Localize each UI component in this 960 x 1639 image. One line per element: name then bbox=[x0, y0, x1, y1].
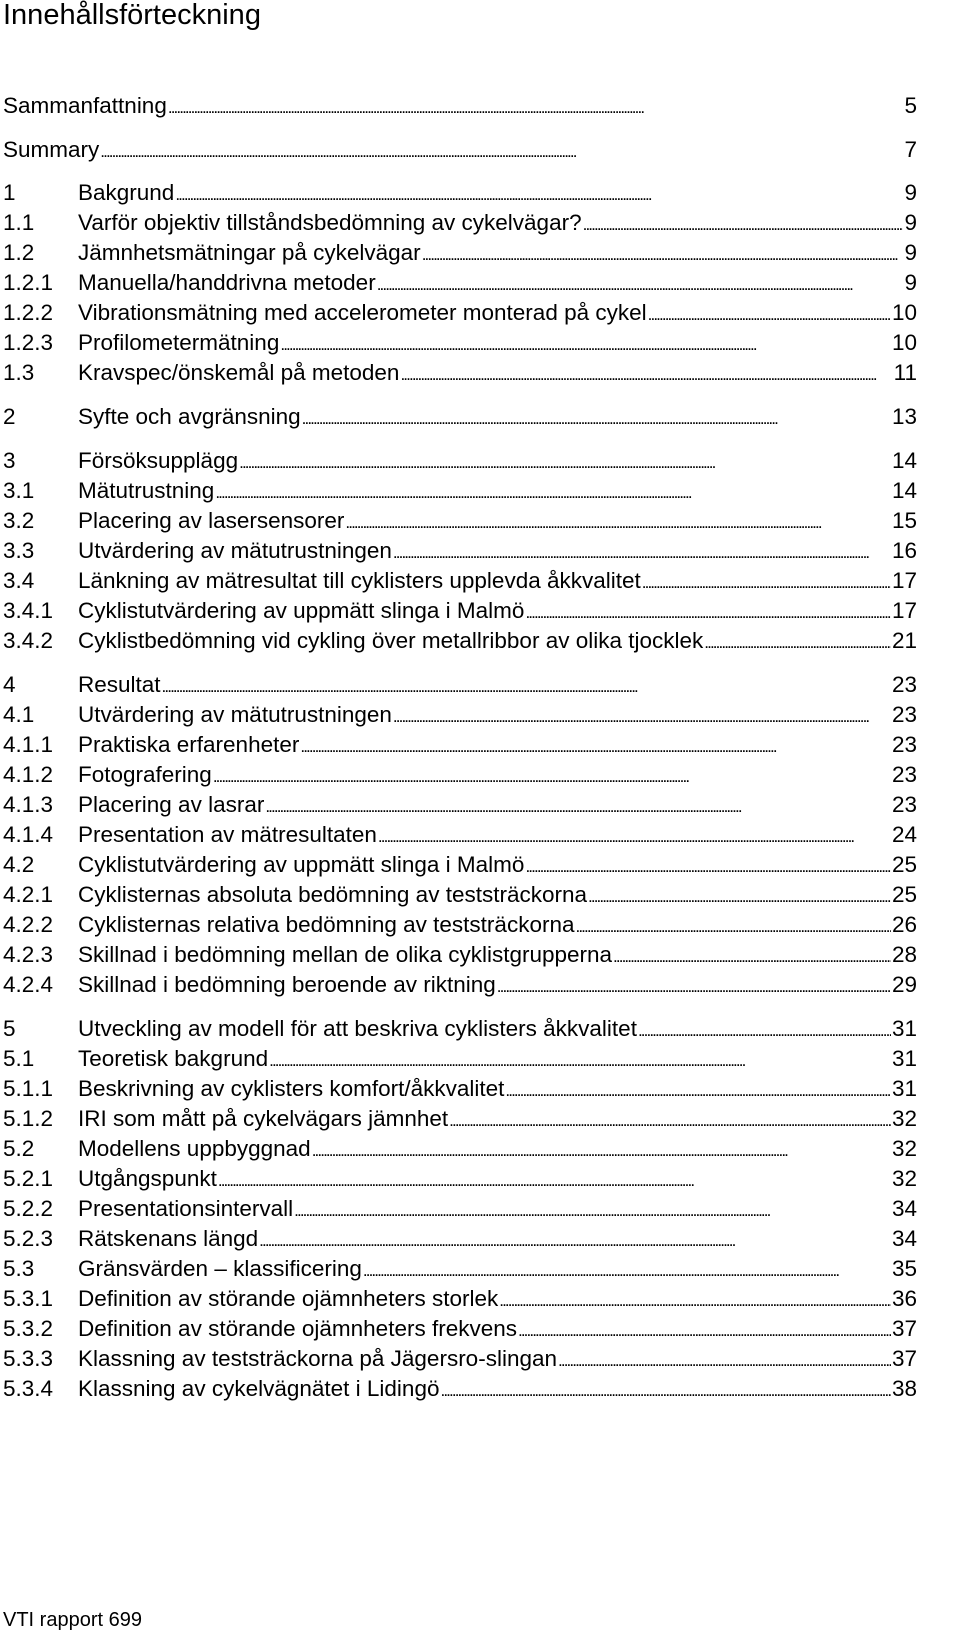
toc-entry-number: 4.2.2 bbox=[3, 912, 54, 937]
toc-entry[interactable] bbox=[3, 820, 917, 850]
toc-entry-number: 5.1.2 bbox=[3, 1106, 54, 1131]
toc-entry-page: 9 bbox=[904, 270, 917, 295]
toc-entry-title: Cyklisternas relativa bedömning av teststräckorna bbox=[78, 912, 575, 937]
toc-entry-number: 5.3.4 bbox=[3, 1376, 54, 1401]
toc-entry-page: 14 bbox=[891, 478, 917, 503]
toc-entry-page: 37 bbox=[891, 1316, 917, 1341]
toc-entry-title: Skillnad i bedömning mellan de olika cyklistgrupperna bbox=[78, 942, 613, 967]
toc-entry[interactable] bbox=[3, 1074, 917, 1104]
toc-entry-number: 4.1.4 bbox=[3, 822, 54, 847]
toc-entry-title: Bakgrund bbox=[78, 180, 175, 205]
toc-entry-title: Sammanfattning bbox=[3, 93, 167, 118]
toc-entry[interactable] bbox=[3, 626, 917, 656]
toc-entry[interactable] bbox=[3, 1014, 917, 1044]
toc-dot-leader bbox=[449, 1104, 891, 1136]
toc-entry-title: Skillnad i bedömning beroende av riktning bbox=[78, 972, 496, 997]
toc-entry-page: 32 bbox=[891, 1106, 917, 1131]
toc-entry-number: 5.3 bbox=[3, 1256, 35, 1281]
toc-entry[interactable] bbox=[3, 1044, 917, 1074]
toc-dot-leader bbox=[100, 135, 903, 167]
toc-entry-number: 1.2 bbox=[3, 240, 35, 265]
toc-entry-page: 23 bbox=[891, 792, 917, 817]
toc-dot-leader bbox=[575, 910, 890, 942]
toc-entry-title: Profilometermätning bbox=[78, 330, 280, 355]
toc-entry-number: 4.2.4 bbox=[3, 972, 54, 997]
toc-entry-page: 31 bbox=[891, 1046, 917, 1071]
toc-entry-page: 7 bbox=[904, 137, 917, 162]
toc-entry[interactable] bbox=[3, 1314, 917, 1344]
toc-entry[interactable] bbox=[3, 670, 917, 700]
toc-entry[interactable] bbox=[3, 596, 917, 626]
toc-entry-number: 5.1 bbox=[3, 1046, 35, 1071]
toc-entry-number: 3.4.2 bbox=[3, 628, 54, 653]
toc-entry-page: 32 bbox=[891, 1166, 917, 1191]
toc-dot-leader bbox=[648, 298, 891, 330]
toc-dot-leader bbox=[363, 1254, 891, 1286]
toc-entry-title: Varför objektiv tillståndsbedömning av cykelvägar? bbox=[78, 210, 582, 235]
toc-entry[interactable] bbox=[3, 402, 917, 432]
toc-entry-number: 4 bbox=[3, 672, 16, 697]
toc-dot-leader bbox=[259, 1224, 891, 1256]
toc-dot-leader bbox=[422, 238, 904, 270]
toc-entry-page: 34 bbox=[891, 1196, 917, 1221]
toc-entry-number: 1 bbox=[3, 180, 16, 205]
toc-dot-leader bbox=[400, 358, 892, 390]
toc-entry[interactable] bbox=[3, 566, 917, 596]
toc-entry-page: 9 bbox=[904, 180, 917, 205]
toc-entry-page: 15 bbox=[891, 508, 917, 533]
toc-entry-number: 1.3 bbox=[3, 360, 35, 385]
toc-entry-title: Cyklistbedömning vid cykling över metallribbor av olika tjocklek bbox=[78, 628, 704, 653]
toc-entry-title: Utveckling av modell för att beskriva cyklisters åkkvalitet bbox=[78, 1016, 637, 1041]
toc-entry-page: 32 bbox=[891, 1136, 917, 1161]
toc-entry-page: 5 bbox=[904, 93, 917, 118]
toc-entry-page: 21 bbox=[891, 628, 917, 653]
toc-entry-page: 10 bbox=[891, 330, 917, 355]
toc-entry-number: 4.1.2 bbox=[3, 762, 54, 787]
toc-entry[interactable] bbox=[3, 910, 917, 940]
toc-entry-number: 1.2.3 bbox=[3, 330, 54, 355]
toc-dot-leader bbox=[583, 208, 904, 240]
page-title: Innehållsförteckning bbox=[3, 0, 261, 31]
toc-entry-number: 4.2.1 bbox=[3, 882, 54, 907]
toc-entry-number: 4.2 bbox=[3, 852, 35, 877]
toc-entry-title: Mätutrustning bbox=[78, 478, 215, 503]
toc-entry-title: Utgångspunkt bbox=[78, 1166, 217, 1191]
toc-entry-number: 3 bbox=[3, 448, 16, 473]
toc-dot-leader bbox=[265, 790, 891, 822]
toc-entry[interactable] bbox=[3, 970, 917, 1000]
toc-dot-leader bbox=[302, 402, 891, 434]
toc-dot-leader bbox=[642, 566, 891, 598]
toc-entry-title: Jämnhetsmätningar på cykelvägar bbox=[78, 240, 421, 265]
toc-dot-leader bbox=[218, 1164, 891, 1196]
toc-entry-title: Resultat bbox=[78, 672, 161, 697]
toc-entry[interactable] bbox=[3, 208, 917, 238]
toc-entry[interactable] bbox=[3, 880, 917, 910]
toc-entry-page: 38 bbox=[891, 1376, 917, 1401]
toc-entry-number: 3.3 bbox=[3, 538, 35, 563]
toc-entry[interactable] bbox=[3, 446, 917, 476]
toc-dot-leader bbox=[345, 506, 891, 538]
toc-dot-leader bbox=[558, 1344, 891, 1376]
toc-dot-leader bbox=[269, 1044, 891, 1076]
toc-entry[interactable] bbox=[3, 1104, 917, 1134]
toc-entry-number: 5.2.1 bbox=[3, 1166, 54, 1191]
toc-entry-number: 1.1 bbox=[3, 210, 35, 235]
toc-entry[interactable] bbox=[3, 790, 917, 820]
toc-entry-page: 17 bbox=[891, 598, 917, 623]
toc-entry-title: Presentationsintervall bbox=[78, 1196, 294, 1221]
toc-dot-leader bbox=[497, 970, 891, 1002]
toc-entry-page: 9 bbox=[904, 210, 917, 235]
toc-dot-leader bbox=[704, 626, 891, 658]
toc-entry[interactable] bbox=[3, 328, 917, 358]
toc-entry-title: Summary bbox=[3, 137, 100, 162]
toc-entry-title: Länkning av mätresultat till cyklisters upplevda åkkvalitet bbox=[78, 568, 641, 593]
toc-entry-page: 23 bbox=[891, 732, 917, 757]
toc-entry[interactable] bbox=[3, 476, 917, 506]
toc-entry-page: 9 bbox=[904, 240, 917, 265]
toc-entry-title: Placering av lasrar bbox=[78, 792, 265, 817]
toc-entry[interactable] bbox=[3, 298, 917, 328]
toc-entry-page: 28 bbox=[891, 942, 917, 967]
toc-entry[interactable] bbox=[3, 358, 917, 388]
toc-dot-leader bbox=[518, 1314, 891, 1346]
report-footer: VTI rapport 699 bbox=[3, 1609, 142, 1631]
toc-entry-title: Modellens uppbyggnad bbox=[78, 1136, 311, 1161]
toc-entry-title: Utvärdering av mätutrustningen bbox=[78, 702, 392, 727]
toc-entry-number: 5.2 bbox=[3, 1136, 35, 1161]
toc-dot-leader bbox=[588, 880, 891, 912]
toc-entry-number: 3.4 bbox=[3, 568, 35, 593]
toc-entry-title: Definition av störande ojämnheters frekvens bbox=[78, 1316, 517, 1341]
toc-entry-title: Placering av lasersensorer bbox=[78, 508, 345, 533]
toc-entry[interactable] bbox=[3, 1284, 917, 1314]
toc-dot-leader bbox=[393, 536, 891, 568]
toc-entry-page: 17 bbox=[891, 568, 917, 593]
toc-entry-title: Manuella/handdrivna metoder bbox=[78, 270, 376, 295]
toc-dot-leader bbox=[505, 1074, 891, 1106]
toc-entry-title: Utvärdering av mätutrustningen bbox=[78, 538, 392, 563]
toc-entry-number: 5.3.3 bbox=[3, 1346, 54, 1371]
toc-entry[interactable] bbox=[3, 178, 917, 208]
toc-entry-title: Klassning av cykelvägnätet i Lidingö bbox=[78, 1376, 440, 1401]
toc-entry[interactable] bbox=[3, 730, 917, 760]
toc-entry-title: Klassning av teststräckorna på Jägersro-slingan bbox=[78, 1346, 557, 1371]
toc-entry-page: 31 bbox=[891, 1016, 917, 1041]
toc-entry-page: 34 bbox=[891, 1226, 917, 1251]
toc-entry-title: Fotografering bbox=[78, 762, 212, 787]
toc-entry-page: 14 bbox=[891, 448, 917, 473]
toc-entry-number: 3.2 bbox=[3, 508, 35, 533]
toc-entry-title: Försöksupplägg bbox=[78, 448, 239, 473]
toc-dot-leader bbox=[440, 1374, 890, 1406]
toc-entry[interactable] bbox=[3, 268, 917, 298]
toc-dot-leader bbox=[213, 760, 891, 792]
toc-dot-leader bbox=[280, 328, 891, 360]
toc-entry-title: Definition av störande ojämnheters storlek bbox=[78, 1286, 499, 1311]
toc-entry-number: 1.2.1 bbox=[3, 270, 54, 295]
toc-dot-leader bbox=[377, 268, 904, 300]
toc-dot-leader bbox=[499, 1284, 891, 1316]
toc-entry[interactable] bbox=[3, 135, 917, 165]
toc-entry[interactable] bbox=[3, 1224, 917, 1254]
toc-entry-number: 4.2.3 bbox=[3, 942, 54, 967]
toc-entry[interactable] bbox=[3, 536, 917, 566]
toc-entry[interactable] bbox=[3, 1254, 917, 1284]
toc-entry[interactable] bbox=[3, 1134, 917, 1164]
toc-entry-page: 13 bbox=[891, 404, 917, 429]
toc-entry-title: IRI som mått på cykelvägars jämnhet bbox=[78, 1106, 449, 1131]
toc-dot-leader bbox=[300, 730, 891, 762]
toc-entry-page: 25 bbox=[891, 852, 917, 877]
toc-dot-leader bbox=[378, 820, 891, 852]
toc-entry-number: 5.1.1 bbox=[3, 1076, 54, 1101]
toc-entry-page: 36 bbox=[891, 1286, 917, 1311]
toc-entry[interactable] bbox=[3, 238, 917, 268]
toc-entry[interactable] bbox=[3, 700, 917, 730]
toc-entry[interactable] bbox=[3, 506, 917, 536]
toc-entry-title: Vibrationsmätning med accelerometer monterad på cykel bbox=[78, 300, 647, 325]
toc-entry-number: 5 bbox=[3, 1016, 16, 1041]
toc-entry-number: 4.1.1 bbox=[3, 732, 54, 757]
toc-entry-page: 23 bbox=[891, 762, 917, 787]
toc-dot-leader bbox=[638, 1014, 891, 1046]
toc-entry-page: 29 bbox=[891, 972, 917, 997]
toc-dot-leader bbox=[215, 476, 891, 508]
toc-entry[interactable] bbox=[3, 1164, 917, 1194]
toc-dot-leader bbox=[312, 1134, 891, 1166]
toc-entry-title: Praktiska erfarenheter bbox=[78, 732, 300, 757]
toc-entry-page: 31 bbox=[891, 1076, 917, 1101]
toc-entry-page: 10 bbox=[891, 300, 917, 325]
toc-entry-number: 5.2.2 bbox=[3, 1196, 54, 1221]
toc-entry-title: Beskrivning av cyklisters komfort/åkkvalitet bbox=[78, 1076, 505, 1101]
toc-entry-page: 23 bbox=[891, 702, 917, 727]
toc-entry-number: 3.1 bbox=[3, 478, 35, 503]
toc-entry-number: 5.3.2 bbox=[3, 1316, 54, 1341]
toc-entry-number: 5.2.3 bbox=[3, 1226, 54, 1251]
toc-entry[interactable] bbox=[3, 1194, 917, 1224]
toc-entry-page: 25 bbox=[891, 882, 917, 907]
toc-entry[interactable] bbox=[3, 850, 917, 880]
toc-entry[interactable] bbox=[3, 1344, 917, 1374]
toc-dot-leader bbox=[525, 850, 891, 882]
toc-entry-title: Cyklisternas absoluta bedömning av teststräckorna bbox=[78, 882, 588, 907]
toc-dot-leader bbox=[162, 670, 891, 702]
toc-dot-leader bbox=[525, 596, 891, 628]
toc-dot-leader bbox=[393, 700, 891, 732]
toc-entry-number: 4.1 bbox=[3, 702, 35, 727]
toc-entry-title: Teoretisk bakgrund bbox=[78, 1046, 269, 1071]
toc-entry-title: Cyklistutvärdering av uppmätt slinga i Malmö bbox=[78, 598, 525, 623]
toc-entry-number: 3.4.1 bbox=[3, 598, 54, 623]
toc-entry-page: 37 bbox=[891, 1346, 917, 1371]
toc-entry[interactable] bbox=[3, 1374, 917, 1404]
toc-entry-number: 5.3.1 bbox=[3, 1286, 54, 1311]
toc-entry-page: 35 bbox=[891, 1256, 917, 1281]
toc-entry-number: 4.1.3 bbox=[3, 792, 54, 817]
toc-entry-page: 26 bbox=[891, 912, 917, 937]
toc-entry-title: Presentation av mätresultaten bbox=[78, 822, 377, 847]
toc-dot-leader bbox=[294, 1194, 891, 1226]
toc-entry-page: 23 bbox=[891, 672, 917, 697]
toc-dot-leader bbox=[239, 446, 891, 478]
toc-dot-leader bbox=[175, 178, 903, 210]
toc-entry-page: 24 bbox=[891, 822, 917, 847]
toc-entry-title: Kravspec/önskemål på metoden bbox=[78, 360, 400, 385]
toc-entry[interactable] bbox=[3, 940, 917, 970]
toc-entry-number: 2 bbox=[3, 404, 16, 429]
toc-entry-title: Gränsvärden – klassificering bbox=[78, 1256, 362, 1281]
toc-entry-page: 16 bbox=[891, 538, 917, 563]
toc-entry-page: 11 bbox=[893, 360, 917, 385]
toc-entry[interactable] bbox=[3, 760, 917, 790]
toc-entry[interactable] bbox=[3, 91, 917, 121]
toc-entry-title: Rätskenans längd bbox=[78, 1226, 259, 1251]
toc-entry-title: Cyklistutvärdering av uppmätt slinga i Malmö bbox=[78, 852, 525, 877]
toc-entry-title: Syfte och avgränsning bbox=[78, 404, 301, 429]
toc-dot-leader bbox=[613, 940, 891, 972]
toc-entry-number: 1.2.2 bbox=[3, 300, 54, 325]
toc-dot-leader bbox=[168, 91, 904, 123]
